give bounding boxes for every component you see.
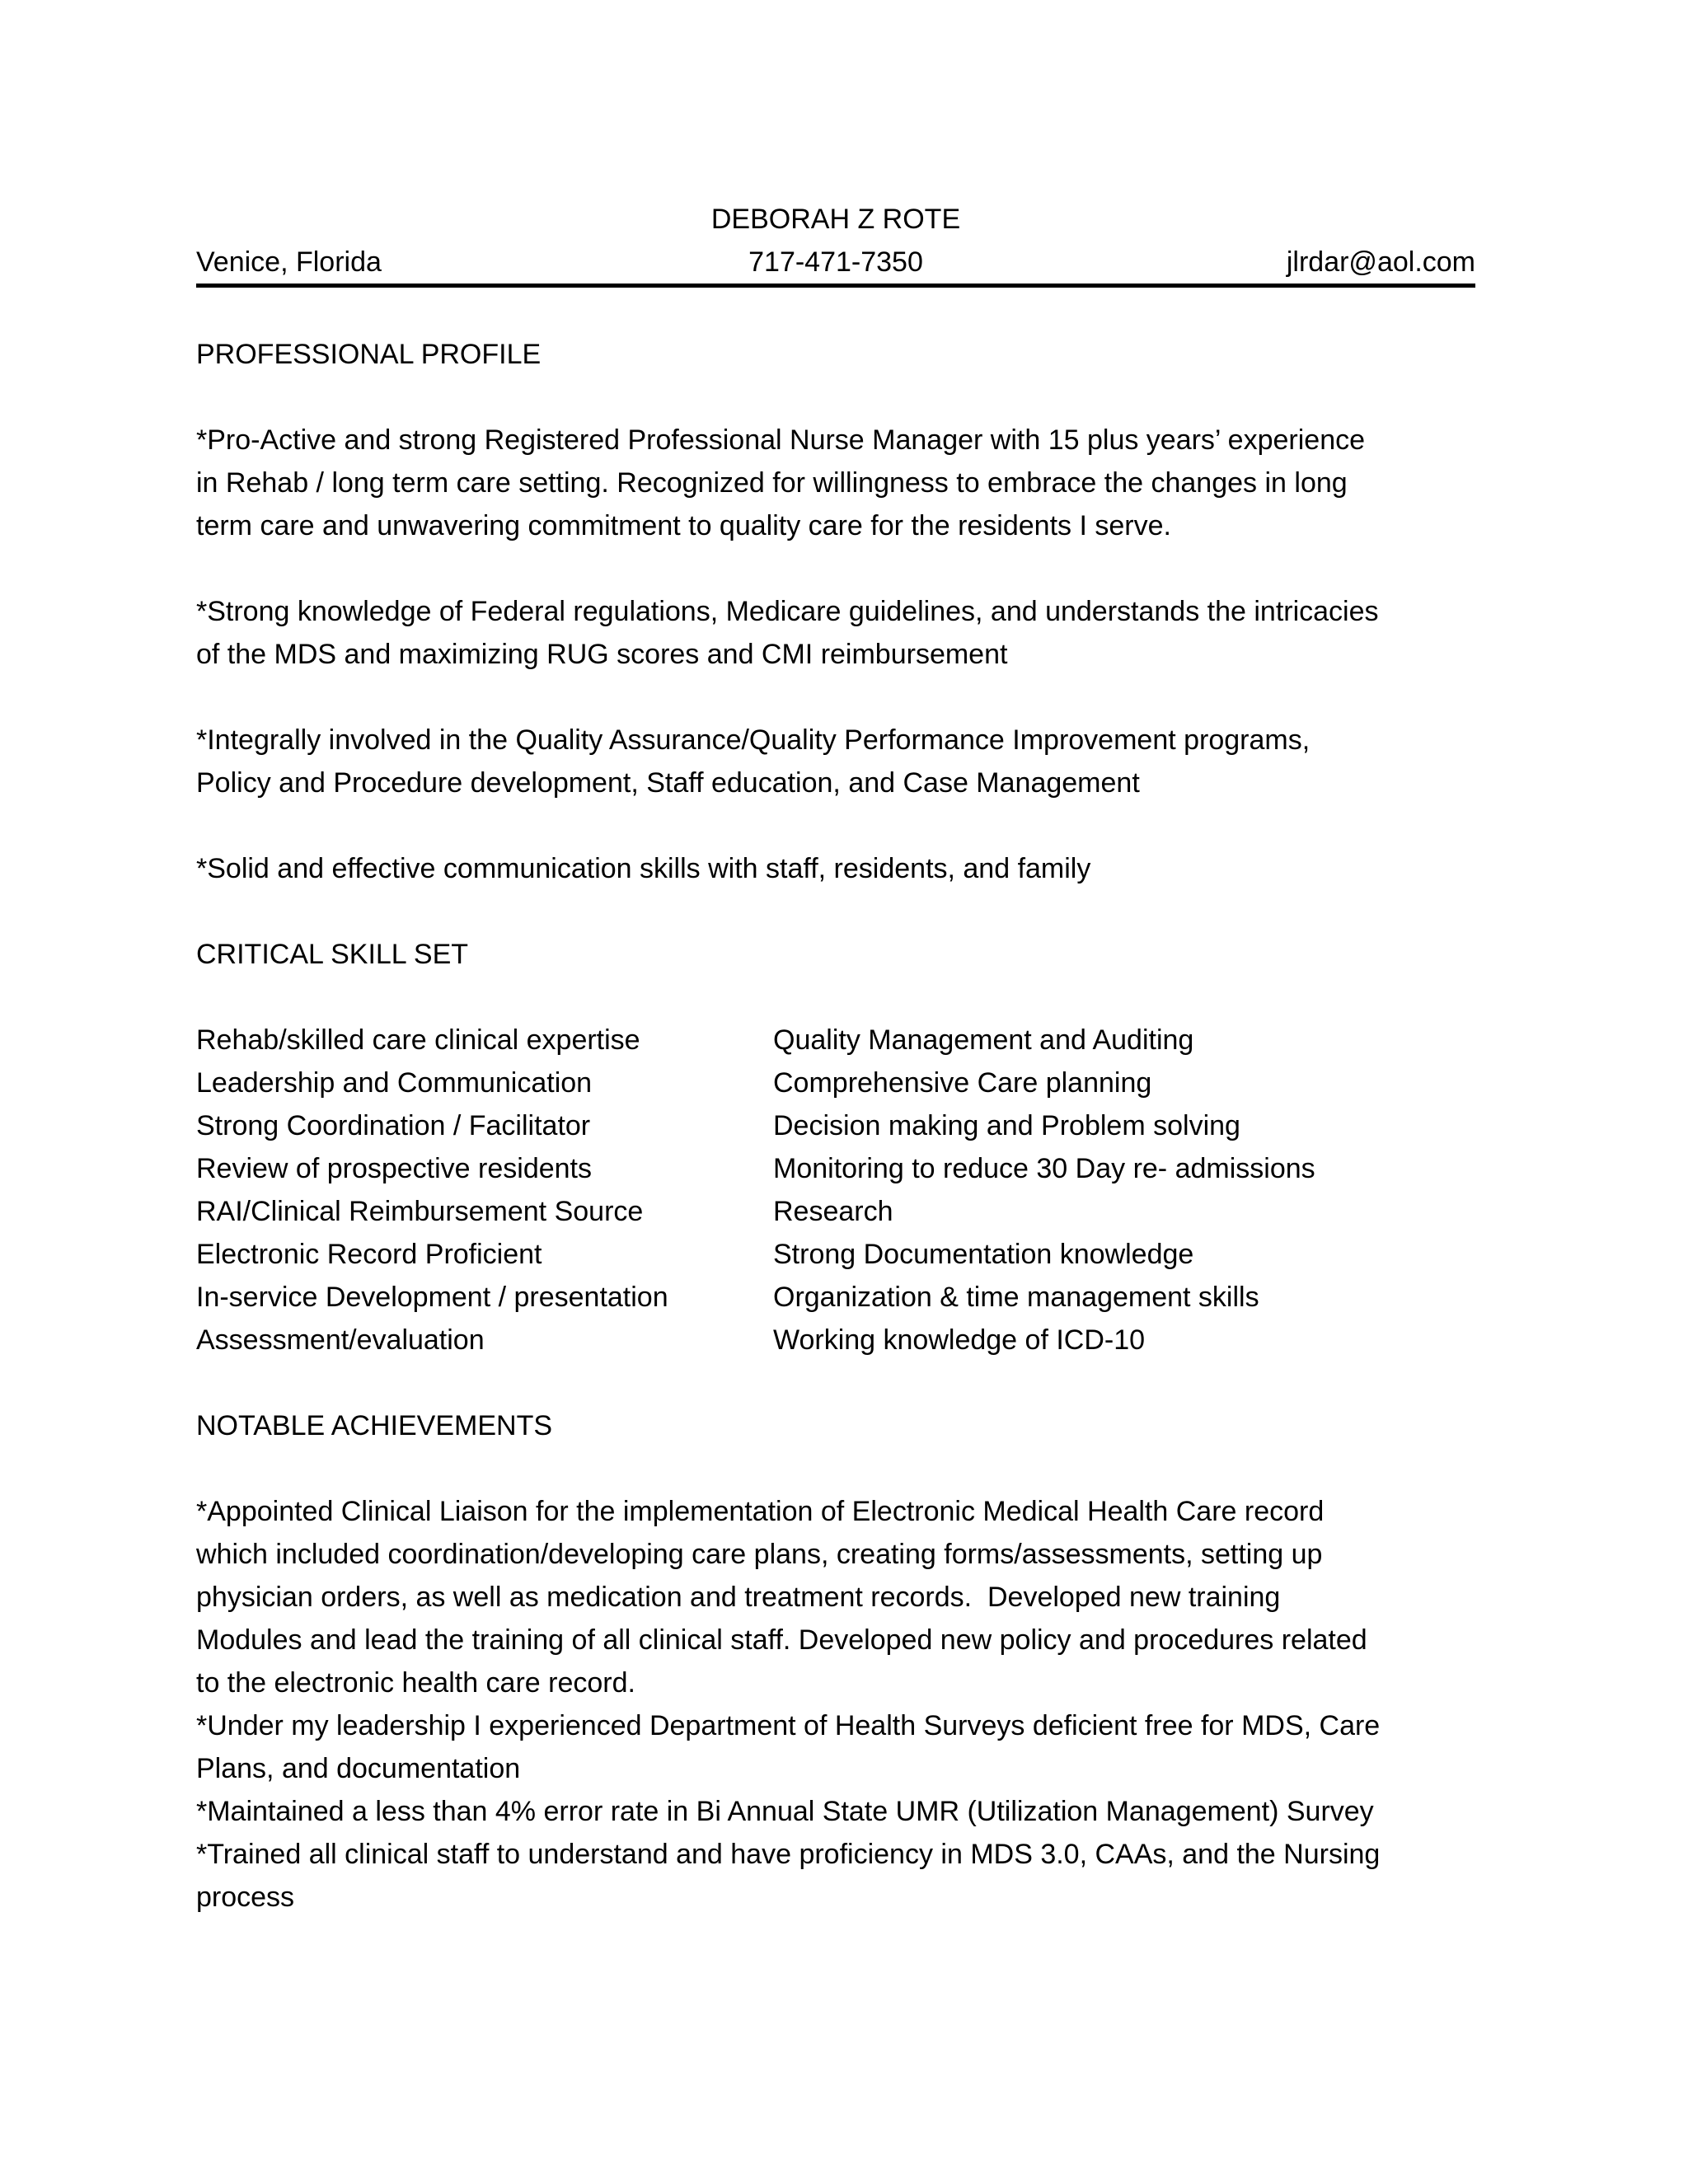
skill-left: Review of prospective residents (196, 1153, 593, 1184)
profile-line: of the MDS and maximizing RUG scores and CMI reimbursement (196, 639, 1008, 670)
skill-row (196, 1190, 1475, 1233)
skill-left: Electronic Record Proficient (196, 1239, 542, 1270)
email-address: jlrdar@aol.com (1286, 246, 1475, 278)
profile-line: *Integrally involved in the Quality Assurance/Quality Performance Improvement programs, (196, 724, 1311, 756)
header-divider (196, 284, 1475, 288)
section-heading-skills: CRITICAL SKILL SET (196, 939, 469, 970)
skill-left: Strong Coordination / Facilitator (196, 1110, 591, 1141)
achievement-line: physician orders, as well as medication and treatment records. Developed new training (196, 1582, 1281, 1613)
phone-number: 717-471-7350 (748, 246, 923, 278)
skill-row (196, 1062, 1475, 1104)
achievement-line: *Maintained a less than 4% error rate in Bi Annual State UMR (Utilization Management) Survey (196, 1796, 1374, 1827)
profile-line: term care and unwavering commitment to quality care for the residents I serve. (196, 510, 1171, 541)
skill-right: Strong Documentation knowledge (773, 1239, 1194, 1270)
skill-right: Quality Management and Auditing (773, 1024, 1194, 1056)
skill-right: Comprehensive Care planning (773, 1067, 1152, 1099)
skill-left: In-service Development / presentation (196, 1282, 668, 1313)
profile-line: *Strong knowledge of Federal regulations, Medicare guidelines, and understands the intricacies (196, 596, 1379, 627)
skill-left: Rehab/skilled care clinical expertise (196, 1024, 640, 1056)
skill-row (196, 1147, 1475, 1190)
achievement-line: process (196, 1882, 295, 1913)
skill-right: Working knowledge of ICD-10 (773, 1324, 1146, 1356)
profile-line: in Rehab / long term care setting. Recognized for willingness to embrace the changes in long (196, 467, 1348, 499)
location: Venice, Florida (196, 246, 382, 278)
skill-left: RAI/Clinical Reimbursement Source (196, 1196, 644, 1227)
profile-line: *Pro-Active and strong Registered Professional Nurse Manager with 15 plus years’ experience (196, 424, 1366, 456)
skill-row (196, 1233, 1475, 1276)
achievement-line: *Trained all clinical staff to understand and have proficiency in MDS 3.0, CAAs, and the Nursing (196, 1839, 1381, 1870)
skill-row (196, 1319, 1475, 1361)
skill-right: Decision making and Problem solving (773, 1110, 1240, 1141)
skill-row (196, 1276, 1475, 1319)
achievement-line: *Appointed Clinical Liaison for the implementation of Electronic Medical Health Care record (196, 1496, 1325, 1527)
skill-row (196, 1104, 1475, 1147)
section-heading-profile: PROFESSIONAL PROFILE (196, 339, 542, 370)
skill-left: Leadership and Communication (196, 1067, 593, 1099)
skill-right: Organization & time management skills (773, 1282, 1259, 1313)
contact-line (196, 241, 1475, 284)
achievement-line: Plans, and documentation (196, 1753, 521, 1784)
profile-line: *Solid and effective communication skills with staff, residents, and family (196, 853, 1091, 884)
profile-line: Policy and Procedure development, Staff education, and Case Management (196, 767, 1140, 799)
achievement-line: which included coordination/developing care plans, creating forms/assessments, setting up (196, 1539, 1323, 1570)
skill-left: Assessment/evaluation (196, 1324, 485, 1356)
achievement-line: Modules and lead the training of all clinical staff. Developed new policy and procedures related (196, 1624, 1367, 1656)
achievement-line: to the electronic health care record. (196, 1667, 635, 1699)
skill-row (196, 1019, 1475, 1062)
section-heading-achievements: NOTABLE ACHIEVEMENTS (196, 1410, 553, 1441)
achievement-line: *Under my leadership I experienced Department of Health Surveys deficient free for MDS, Care (196, 1710, 1381, 1741)
candidate-name: DEBORAH Z ROTE (710, 204, 961, 235)
resume-body (196, 333, 1475, 1919)
skill-right: Monitoring to reduce 30 Day re- admissions (773, 1153, 1315, 1184)
skill-right: Research (773, 1196, 893, 1227)
skills-list (196, 1019, 1475, 1361)
